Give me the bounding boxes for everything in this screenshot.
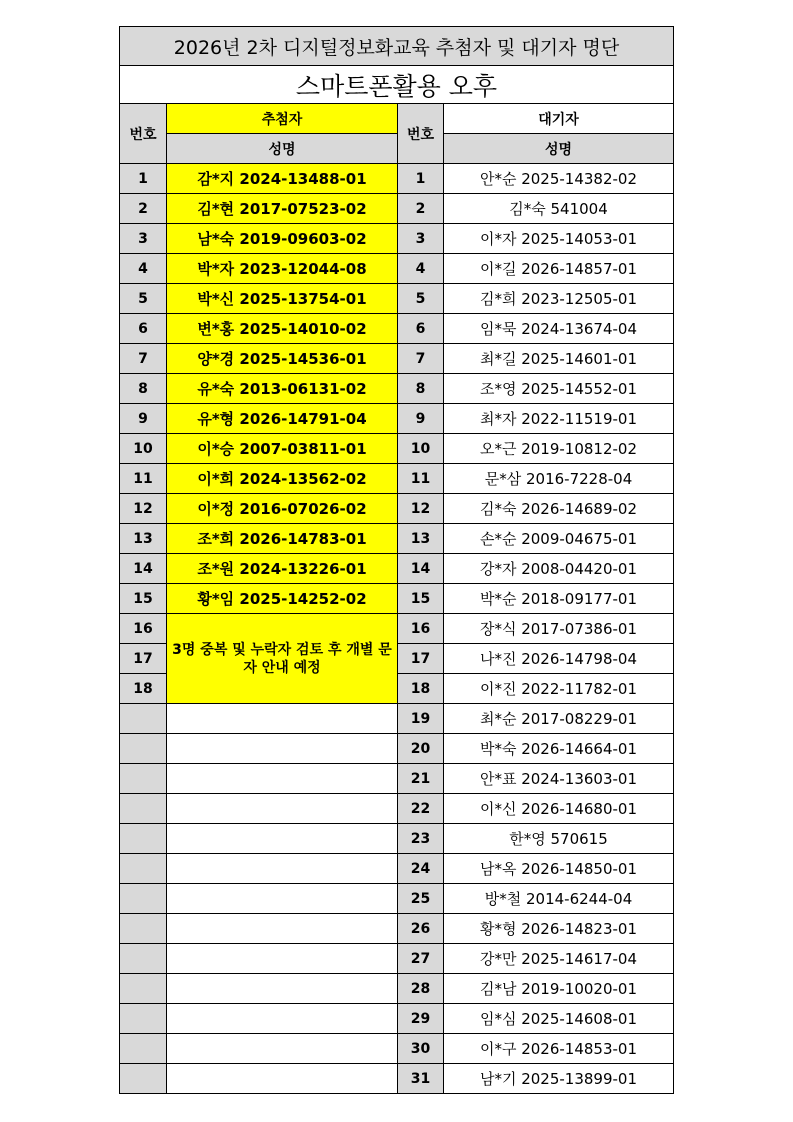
waitlist-name: 조*영 2025-14552-01 xyxy=(444,374,674,404)
table-row xyxy=(120,1064,674,1094)
waitlist-name: 김*숙 2026-14689-02 xyxy=(444,494,674,524)
table-row xyxy=(120,284,674,314)
winner-number: 17 xyxy=(120,644,167,674)
waitlist-name: 박*숙 2026-14664-01 xyxy=(444,734,674,764)
table-row xyxy=(120,944,674,974)
winner-number: 7 xyxy=(120,344,167,374)
waitlist-number: 8 xyxy=(398,374,444,404)
waitlist-name: 장*식 2017-07386-01 xyxy=(444,614,674,644)
winner-number: 6 xyxy=(120,314,167,344)
winner-number xyxy=(120,1064,167,1094)
table-row xyxy=(120,344,674,374)
waitlist-number: 27 xyxy=(398,944,444,974)
waitlist-number: 26 xyxy=(398,914,444,944)
waitlist-name: 김*희 2023-12505-01 xyxy=(444,284,674,314)
winner-name: 조*희 2026-14783-01 xyxy=(167,524,398,554)
waitlist-name: 김*숙 541004 xyxy=(444,194,674,224)
waitlist-name: 안*순 2025-14382-02 xyxy=(444,164,674,194)
winner-name: 이*희 2024-13562-02 xyxy=(167,464,398,494)
waitlist-header: 대기자 xyxy=(444,104,674,134)
table-row xyxy=(120,704,674,734)
review-note: 3명 중복 및 누락자 검토 후 개별 문자 안내 예정 xyxy=(167,614,398,704)
winner-name: 김*현 2017-07523-02 xyxy=(167,194,398,224)
table-row xyxy=(120,854,674,884)
table-row xyxy=(120,254,674,284)
table-row xyxy=(120,194,674,224)
waitlist-number: 18 xyxy=(398,674,444,704)
waitlist-number: 11 xyxy=(398,464,444,494)
table-row xyxy=(120,584,674,614)
table-row xyxy=(120,974,674,1004)
waitlist-name: 손*순 2009-04675-01 xyxy=(444,524,674,554)
table-row xyxy=(120,164,674,194)
table-row xyxy=(120,794,674,824)
waitlist-name: 한*영 570615 xyxy=(444,824,674,854)
waitlist-number: 5 xyxy=(398,284,444,314)
waitlist-name-header: 성명 xyxy=(444,134,674,164)
winner-name: 이*승 2007-03811-01 xyxy=(167,434,398,464)
waitlist-name: 김*남 2019-10020-01 xyxy=(444,974,674,1004)
waitlist-name: 이*자 2025-14053-01 xyxy=(444,224,674,254)
waitlist-name: 강*자 2008-04420-01 xyxy=(444,554,674,584)
table-row xyxy=(120,494,674,524)
winner-number: 18 xyxy=(120,674,167,704)
table-row xyxy=(120,554,674,584)
winner-no-header: 번호 xyxy=(120,104,167,164)
winner-number: 11 xyxy=(120,464,167,494)
waitlist-number: 30 xyxy=(398,1034,444,1064)
empty-winner-cell xyxy=(167,944,398,974)
winner-number: 8 xyxy=(120,374,167,404)
waitlist-name: 문*삼 2016-7228-04 xyxy=(444,464,674,494)
empty-winner-cell xyxy=(167,1034,398,1064)
waitlist-name: 임*심 2025-14608-01 xyxy=(444,1004,674,1034)
waitlist-number: 6 xyxy=(398,314,444,344)
waitlist-number: 12 xyxy=(398,494,444,524)
waitlist-number: 1 xyxy=(398,164,444,194)
empty-winner-cell xyxy=(167,974,398,1004)
winner-number: 10 xyxy=(120,434,167,464)
roster-table xyxy=(119,26,674,1094)
waitlist-no-header: 번호 xyxy=(398,104,444,164)
table-row xyxy=(120,824,674,854)
waitlist-name: 강*만 2025-14617-04 xyxy=(444,944,674,974)
table-row xyxy=(120,224,674,254)
waitlist-number: 22 xyxy=(398,794,444,824)
table-row xyxy=(120,734,674,764)
waitlist-name: 안*표 2024-13603-01 xyxy=(444,764,674,794)
document-subtitle: 스마트폰활용 오후 xyxy=(120,66,674,104)
winner-name-header: 성명 xyxy=(167,134,398,164)
winner-number xyxy=(120,854,167,884)
waitlist-name: 남*옥 2026-14850-01 xyxy=(444,854,674,884)
winner-name: 유*형 2026-14791-04 xyxy=(167,404,398,434)
waitlist-number: 23 xyxy=(398,824,444,854)
empty-winner-cell xyxy=(167,884,398,914)
table-row xyxy=(120,374,674,404)
winner-number: 1 xyxy=(120,164,167,194)
empty-winner-cell xyxy=(167,1064,398,1094)
waitlist-number: 13 xyxy=(398,524,444,554)
winners-header: 추첨자 xyxy=(167,104,398,134)
waitlist-number: 24 xyxy=(398,854,444,884)
winner-number: 5 xyxy=(120,284,167,314)
waitlist-name: 남*기 2025-13899-01 xyxy=(444,1064,674,1094)
empty-winner-cell xyxy=(167,914,398,944)
waitlist-number: 20 xyxy=(398,734,444,764)
winner-number xyxy=(120,824,167,854)
winner-name: 황*임 2025-14252-02 xyxy=(167,584,398,614)
table-row xyxy=(120,464,674,494)
winner-number xyxy=(120,974,167,1004)
winner-number: 3 xyxy=(120,224,167,254)
table-row xyxy=(120,434,674,464)
waitlist-name: 이*길 2026-14857-01 xyxy=(444,254,674,284)
waitlist-number: 29 xyxy=(398,1004,444,1034)
waitlist-number: 21 xyxy=(398,764,444,794)
waitlist-number: 14 xyxy=(398,554,444,584)
table-row xyxy=(120,914,674,944)
waitlist-number: 4 xyxy=(398,254,444,284)
winner-number: 4 xyxy=(120,254,167,284)
winner-name: 감*지 2024-13488-01 xyxy=(167,164,398,194)
table-row xyxy=(120,404,674,434)
waitlist-name: 이*진 2022-11782-01 xyxy=(444,674,674,704)
empty-winner-cell xyxy=(167,794,398,824)
empty-winner-cell xyxy=(167,854,398,884)
winner-number xyxy=(120,764,167,794)
winner-number xyxy=(120,944,167,974)
waitlist-number: 15 xyxy=(398,584,444,614)
table-row xyxy=(120,884,674,914)
table-row xyxy=(120,614,674,644)
winner-number xyxy=(120,794,167,824)
empty-winner-cell xyxy=(167,824,398,854)
empty-winner-cell xyxy=(167,704,398,734)
waitlist-number: 10 xyxy=(398,434,444,464)
waitlist-name: 황*형 2026-14823-01 xyxy=(444,914,674,944)
winner-name: 유*숙 2013-06131-02 xyxy=(167,374,398,404)
winner-name: 조*원 2024-13226-01 xyxy=(167,554,398,584)
waitlist-name: 나*진 2026-14798-04 xyxy=(444,644,674,674)
waitlist-number: 19 xyxy=(398,704,444,734)
winner-name: 박*신 2025-13754-01 xyxy=(167,284,398,314)
winner-number xyxy=(120,914,167,944)
waitlist-name: 방*철 2014-6244-04 xyxy=(444,884,674,914)
waitlist-number: 7 xyxy=(398,344,444,374)
document-title: 2026년 2차 디지털정보화교육 추첨자 및 대기자 명단 xyxy=(120,27,674,66)
winner-number xyxy=(120,1004,167,1034)
winner-number: 2 xyxy=(120,194,167,224)
winner-number: 16 xyxy=(120,614,167,644)
waitlist-name: 오*근 2019-10812-02 xyxy=(444,434,674,464)
winner-number xyxy=(120,884,167,914)
waitlist-number: 2 xyxy=(398,194,444,224)
winner-number xyxy=(120,704,167,734)
table-row xyxy=(120,1034,674,1064)
winner-name: 변*홍 2025-14010-02 xyxy=(167,314,398,344)
winner-number: 9 xyxy=(120,404,167,434)
table-row xyxy=(120,524,674,554)
waitlist-name: 임*묵 2024-13674-04 xyxy=(444,314,674,344)
winner-number xyxy=(120,1034,167,1064)
empty-winner-cell xyxy=(167,764,398,794)
winner-number: 13 xyxy=(120,524,167,554)
waitlist-name: 최*길 2025-14601-01 xyxy=(444,344,674,374)
winner-name: 양*경 2025-14536-01 xyxy=(167,344,398,374)
winner-name: 박*자 2023-12044-08 xyxy=(167,254,398,284)
empty-winner-cell xyxy=(167,734,398,764)
winner-name: 이*정 2016-07026-02 xyxy=(167,494,398,524)
winner-name: 남*숙 2019-09603-02 xyxy=(167,224,398,254)
table-row xyxy=(120,1004,674,1034)
winner-number: 14 xyxy=(120,554,167,584)
table-row xyxy=(120,764,674,794)
winner-number: 12 xyxy=(120,494,167,524)
waitlist-number: 9 xyxy=(398,404,444,434)
table-row xyxy=(120,314,674,344)
waitlist-name: 박*순 2018-09177-01 xyxy=(444,584,674,614)
waitlist-number: 28 xyxy=(398,974,444,1004)
waitlist-number: 3 xyxy=(398,224,444,254)
waitlist-name: 이*신 2026-14680-01 xyxy=(444,794,674,824)
winner-number: 15 xyxy=(120,584,167,614)
waitlist-name: 이*구 2026-14853-01 xyxy=(444,1034,674,1064)
waitlist-number: 25 xyxy=(398,884,444,914)
empty-winner-cell xyxy=(167,1004,398,1034)
waitlist-name: 최*자 2022-11519-01 xyxy=(444,404,674,434)
winner-number xyxy=(120,734,167,764)
waitlist-number: 16 xyxy=(398,614,444,644)
waitlist-name: 최*순 2017-08229-01 xyxy=(444,704,674,734)
waitlist-number: 31 xyxy=(398,1064,444,1094)
waitlist-number: 17 xyxy=(398,644,444,674)
